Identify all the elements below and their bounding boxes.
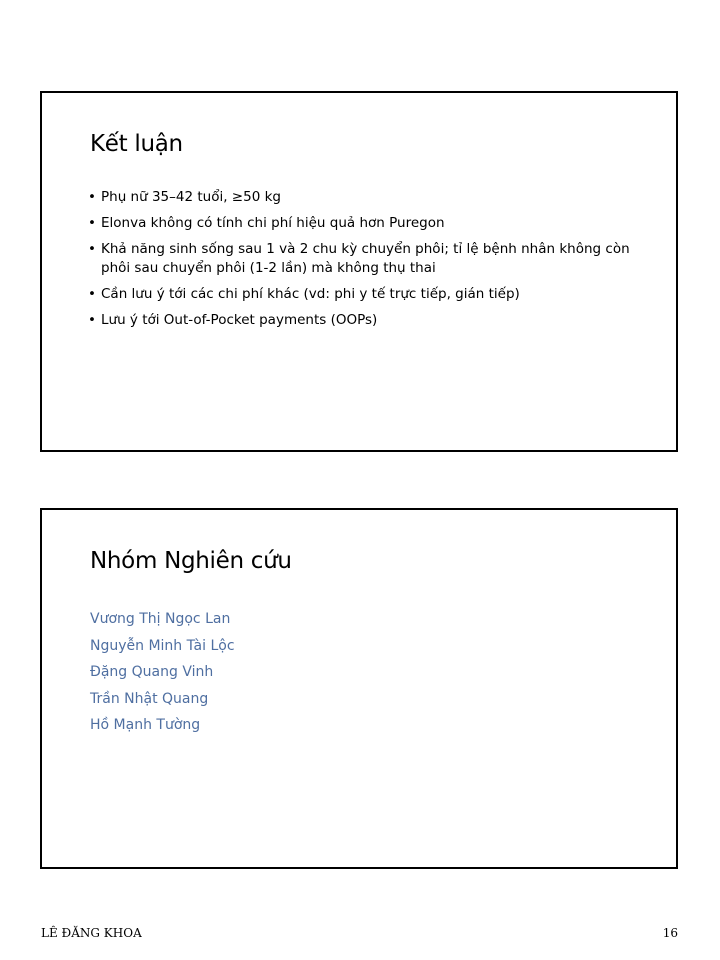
bullet-item [88, 240, 648, 278]
bullet-item [88, 311, 648, 330]
member-name: Đặng Quang Vinh [90, 664, 214, 680]
slide-title: Nhóm Nghiên cứu [90, 548, 292, 574]
bullet-dot-icon: • [88, 241, 96, 257]
bullet-text: Elonva không có tính chi phí hiệu quả hơn Puregon [101, 215, 445, 231]
bullet-text: Phụ nữ 35–42 tuổi, ≥50 kg [101, 189, 281, 205]
page-number: 16 [662, 926, 678, 940]
bullet-item [88, 214, 648, 233]
bullet-dot-icon: • [88, 215, 96, 231]
bullet-dot-icon: • [88, 286, 96, 302]
slide-research-team [40, 508, 678, 869]
footer-author: LÊ ĐĂNG KHOA [41, 926, 142, 940]
bullet-dot-icon: • [88, 312, 96, 328]
slide-conclusion [40, 91, 678, 452]
member-name: Trần Nhật Quang [90, 690, 209, 707]
bullet-dot-icon: • [88, 189, 96, 205]
bullet-item [88, 285, 648, 304]
bullet-list [88, 188, 648, 337]
bullet-item [88, 188, 648, 207]
member-name: Hồ Mạnh Tường [90, 717, 201, 733]
bullet-text: Cần lưu ý tới các chi phí khác (vd: phi y tế trực tiếp, gián tiếp) [101, 286, 520, 302]
bullet-text: Khả năng sinh sống sau 1 và 2 chu kỳ chuyển phôi; tỉ lệ bệnh nhân không còn phôi sau chuyển phôi (1-2 lần) mà không thụ thai [101, 241, 630, 276]
slide-title: Kết luận [90, 131, 183, 157]
member-list [90, 606, 235, 739]
bullet-text: Lưu ý tới Out-of-Pocket payments (OOPs) [101, 312, 378, 328]
member-name: Vương Thị Ngọc Lan [90, 611, 231, 627]
member-name: Nguyễn Minh Tài Lộc [90, 637, 235, 654]
